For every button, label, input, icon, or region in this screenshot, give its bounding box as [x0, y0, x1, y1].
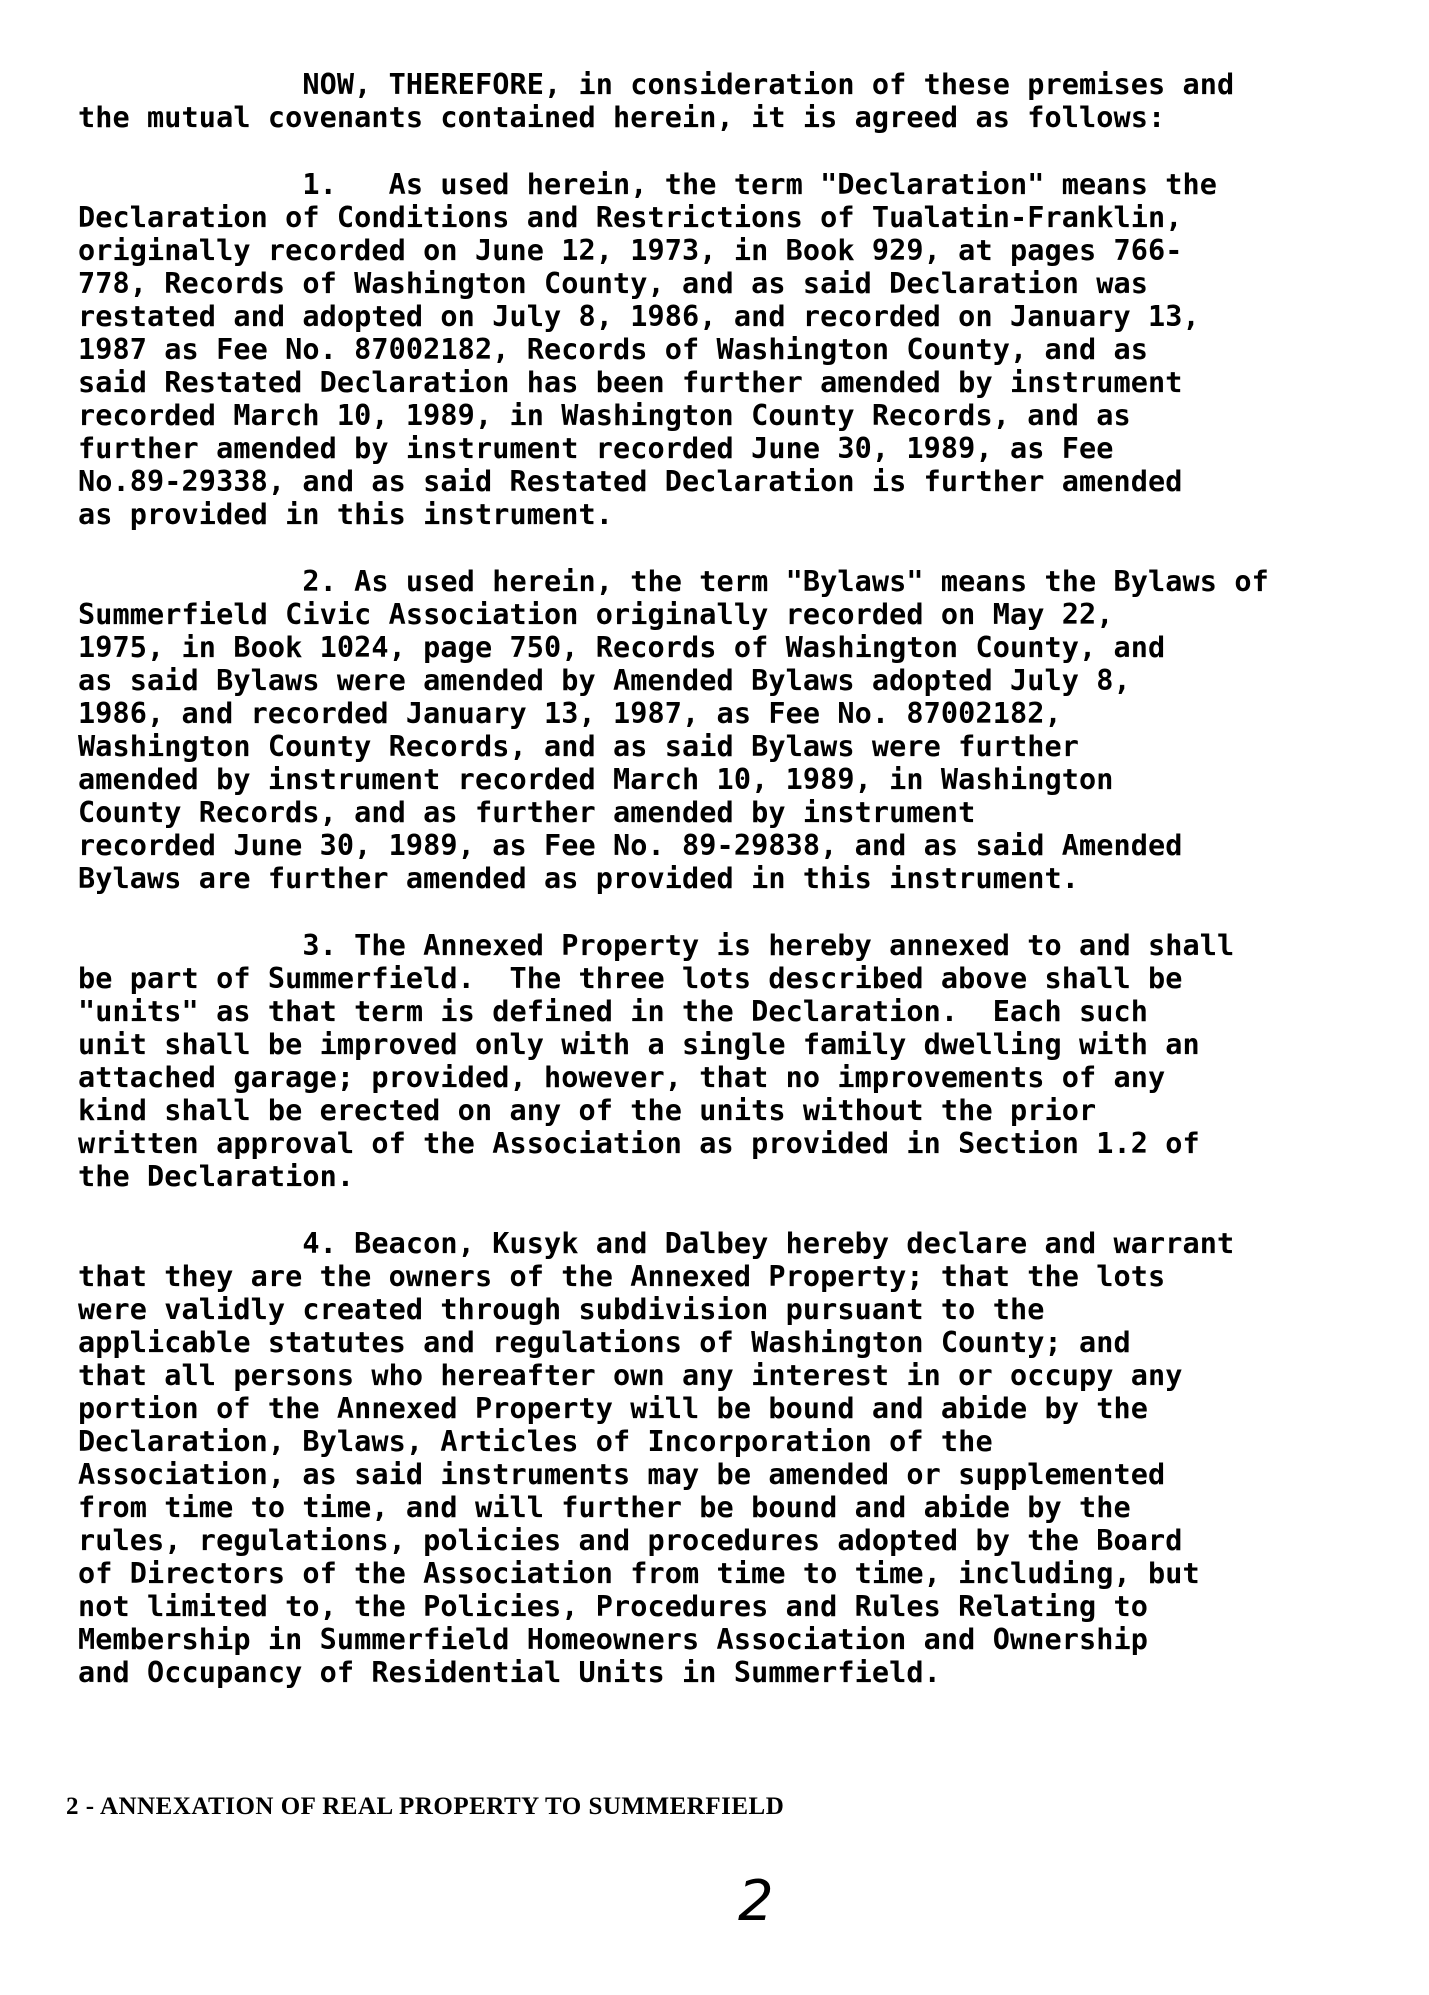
para4-line: 4. Beacon, Kusyk and Dalbey hereby declare and warrant [78, 1227, 1235, 1260]
para2-line: 2. As used herein, the term "Bylaws" means the Bylaws of [78, 565, 1269, 598]
para3-line: unit shall be improved only with a single family dwelling with an [78, 1028, 1200, 1061]
para2-line: Washington County Records, and as said Bylaws were further [78, 730, 1079, 763]
para4-line: and Occupancy of Residential Units in Summerfield. [78, 1656, 941, 1689]
para3-line: written approval of the Association as provided in Section 1.2 of [78, 1127, 1200, 1160]
para4-line: portion of the Annexed Property will be bound and abide by the [78, 1392, 1149, 1425]
para1-line: further amended by instrument recorded June 30, 1989, as Fee [78, 432, 1114, 465]
para3-line: "units" as that term is defined in the Declaration. Each such [78, 995, 1149, 1028]
para1-line: restated and adopted on July 8, 1986, and recorded on January 13, [78, 300, 1200, 333]
para3-line: be part of Summerfield. The three lots described above shall be [78, 962, 1183, 995]
para4-line: from time to time, and will further be bound and abide by the [78, 1491, 1131, 1524]
para2-line: amended by instrument recorded March 10, 1989, in Washington [78, 763, 1114, 796]
para4-line: Association, as said instruments may be amended or supplemented [78, 1458, 1166, 1491]
para3-line: 3. The Annexed Property is hereby annexed to and shall [78, 929, 1235, 962]
para1-line: Declaration of Conditions and Restrictions of Tualatin-Franklin, [78, 201, 1183, 234]
para1-line: recorded March 10, 1989, in Washington County Records, and as [78, 399, 1131, 432]
para4-line: not limited to, the Policies, Procedures and Rules Relating to [78, 1590, 1149, 1623]
para1-line: 1987 as Fee No. 87002182, Records of Washington County, and as [78, 333, 1149, 366]
page-footer: 2 - ANNEXATION OF REAL PROPERTY TO SUMMERFIELD [66, 1793, 785, 1820]
para4-line: that all persons who hereafter own any interest in or occupy any [78, 1359, 1183, 1392]
para4-line: were validly created through subdivision pursuant to the [78, 1293, 1045, 1326]
para4-line: Declaration, Bylaws, Articles of Incorporation of the [78, 1425, 993, 1458]
para2-line: County Records, and as further amended by instrument [78, 796, 976, 829]
para2-line: as said Bylaws were amended by Amended Bylaws adopted July 8, [78, 664, 1131, 697]
para1-line: as provided in this instrument. [78, 498, 614, 531]
para2-line: 1975, in Book 1024, page 750, Records of Washington County, and [78, 631, 1166, 664]
para1-line: said Restated Declaration has been further amended by instrument [78, 366, 1183, 399]
section-2-bylaws-definition [78, 565, 1378, 895]
para1-line: 778, Records of Washington County, and as said Declaration was [78, 267, 1149, 300]
para4-line: Membership in Summerfield Homeowners Association and Ownership [78, 1623, 1149, 1656]
para2-line: Bylaws are further amended as provided in this instrument. [78, 862, 1079, 895]
para1-line: 1. As used herein, the term "Declaration" means the [78, 168, 1218, 201]
para1-line: originally recorded on June 12, 1973, in Book 929, at pages 766- [78, 234, 1183, 267]
section-4-owner-warranties [78, 1227, 1378, 1689]
section-3-annexation-terms [78, 929, 1378, 1193]
para2-line: 1986, and recorded January 13, 1987, as Fee No. 87002182, [78, 697, 1062, 730]
para1-line: No.89-29338, and as said Restated Declaration is further amended [78, 465, 1183, 498]
para2-line: Summerfield Civic Association originally recorded on May 22, [78, 598, 1114, 631]
para2-line: recorded June 30, 1989, as Fee No. 89-29838, and as said Amended [78, 829, 1183, 862]
preamble-line: the mutual covenants contained herein, it is agreed as follows: [78, 101, 1166, 134]
section-1-declaration-definition [78, 168, 1378, 531]
para3-line: the Declaration. [78, 1160, 355, 1193]
para4-line: applicable statutes and regulations of Washington County; and [78, 1326, 1131, 1359]
preamble-paragraph [78, 68, 1378, 134]
para3-line: attached garage; provided, however, that no improvements of any [78, 1061, 1166, 1094]
handwritten-page-number: 2 [738, 1869, 774, 1934]
para3-line: kind shall be erected on any of the units without the prior [78, 1094, 1097, 1127]
para4-line: rules, regulations, policies and procedures adopted by the Board [78, 1524, 1183, 1557]
para4-line: of Directors of the Association from time to time, including, but [78, 1557, 1200, 1590]
preamble-line: NOW, THEREFORE, in consideration of these premises and [78, 68, 1235, 101]
para4-line: that they are the owners of the Annexed Property; that the lots [78, 1260, 1166, 1293]
